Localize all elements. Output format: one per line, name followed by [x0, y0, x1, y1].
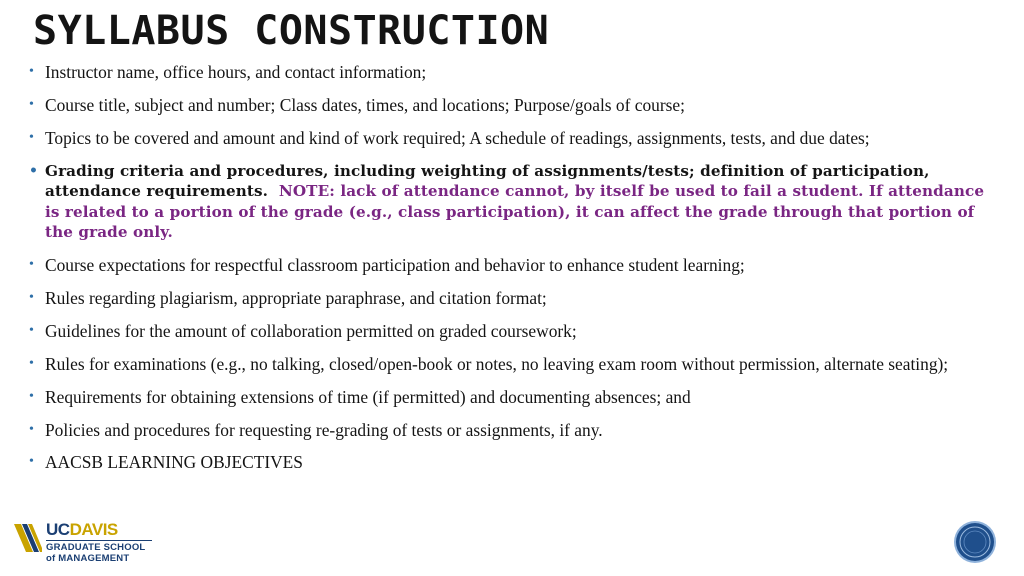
bullet-text: Course title, subject and number; Class dates, times, and locations; Purpose/goals of course;	[45, 94, 685, 115]
bullet-item-collaboration	[29, 321, 989, 342]
bullet-item-topics	[29, 128, 989, 149]
logo-school-line1: GRADUATE SCHOOL	[46, 542, 146, 553]
logo-school-name	[46, 542, 145, 564]
bullet-text: Rules regarding plagiarism, appropriate paraphrase, and citation format;	[45, 287, 547, 308]
logo-uc-text: UC	[46, 520, 70, 539]
bullet-text: AACSB LEARNING OBJECTIVES	[45, 452, 303, 473]
bullet-item-extensions	[29, 387, 989, 408]
bullet-text: Instructor name, office hours, and contact information;	[45, 62, 427, 82]
bullet-item-regrading	[29, 420, 989, 441]
bullet-text: Guidelines for the amount of collaboration permitted on graded coursework;	[45, 320, 577, 341]
bullet-item-grading-criteria	[29, 161, 989, 243]
logo-school-line2: of MANAGEMENT	[46, 553, 130, 564]
logo-wordmark	[46, 521, 118, 538]
bullet-text: Grading criteria and procedures, including weighting of assignments/tests; definition of participation, attendance requirements.	[45, 161, 930, 201]
bullet-item-aacsb	[29, 452, 989, 473]
slide-nav-icon	[956, 523, 994, 561]
logo-divider	[46, 540, 152, 541]
bullet-text: Requirements for obtaining extensions of time (if permitted) and documenting absences; and	[45, 386, 691, 407]
bullet-text: Policies and procedures for requesting re-grading of tests or assignments, if any.	[45, 419, 603, 440]
bullet-item-contact-info	[29, 62, 989, 83]
slide-title: SYLLABUS CONSTRUCTION	[33, 8, 550, 54]
bullet-item-expectations	[29, 255, 989, 276]
slide-nav-button[interactable]	[956, 523, 994, 561]
syllabus-bullet-list	[29, 62, 989, 485]
bullet-text: Topics to be covered and amount and kind of work required; A schedule of readings, assignments, tests, and due dates;	[45, 127, 870, 148]
attendance-note: NOTE: lack of attendance cannot, by itself be used to fail a student. If attendance is related to a portion of the grade (e.g., class participation), it can affect the grade through that portion of the grade only.	[45, 182, 985, 242]
bullet-item-course-title	[29, 95, 989, 116]
bullet-text: Rules for examinations (e.g., no talking, closed/open-book or notes, no leaving exam room without permission, alternate seating);	[45, 353, 949, 374]
bullet-item-plagiarism	[29, 288, 989, 309]
bullet-item-examinations	[29, 354, 989, 375]
bullet-text: Course expectations for respectful classroom participation and behavior to enhance student learning;	[45, 255, 745, 276]
logo-davis-text: DAVIS	[69, 520, 118, 539]
ucdavis-stripes-icon	[14, 522, 42, 557]
ucdavis-gsm-logo	[14, 521, 154, 565]
